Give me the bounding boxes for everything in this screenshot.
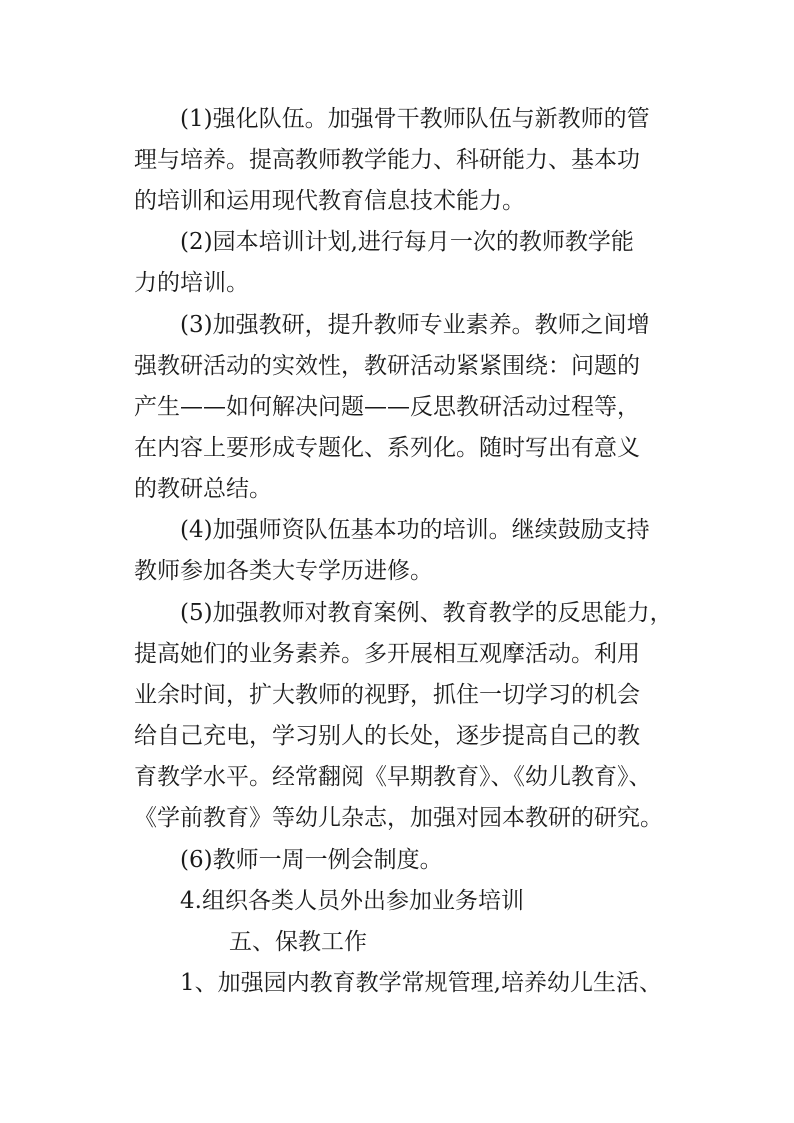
paragraph-2-line-2: 力的培训。	[134, 270, 249, 296]
paragraph-5-line-4: 给自己充电，学习别人的长处，逐步提高自己的教	[134, 723, 640, 749]
section-5-heading: 五、保教工作	[229, 929, 367, 955]
paragraph-3-line-4: 在内容上要形成专题化、系列化。随时写出有意义	[134, 435, 640, 461]
paragraph-3-line-2: 强教研活动的实效性，教研活动紧紧围绕：问题的	[134, 353, 640, 379]
paragraph-1-line-1: (1)强化队伍。加强骨干教师队伍与新教师的管	[180, 106, 650, 132]
paragraph-5-line-1: (5)加强教师对教育案例、教育教学的反思能力，	[180, 600, 673, 626]
paragraph-4-line-2: 教师参加各类大专学历进修。	[134, 558, 433, 584]
paragraph-2-line-1: (2)园本培训计划,进行每月一次的教师教学能	[180, 229, 634, 255]
paragraph-3-line-5: 的教研总结。	[134, 476, 272, 502]
paragraph-1-line-3: 的培训和运用现代教育信息技术能力。	[134, 188, 525, 214]
paragraph-3-line-1: (3)加强教研，提升教师专业素养。教师之间增	[180, 312, 650, 338]
section-5-item-1: 1、加强园内教育教学常规管理,培养幼儿生活、	[180, 970, 662, 996]
paragraph-1-line-2: 理与培养。提高教师教学能力、科研能力、基本功	[134, 147, 640, 173]
paragraph-5-line-6: 《学前教育》等幼儿杂志，加强对园本教研的研究。	[134, 805, 663, 831]
paragraph-6-line-1: (6)教师一周一例会制度。	[180, 847, 443, 873]
item-4-heading: 4.组织各类人员外出参加业务培训	[180, 888, 524, 914]
paragraph-3-line-3: 产生——如何解决问题——反思教研活动过程等，	[134, 394, 640, 420]
paragraph-5-line-2: 提高她们的业务素养。多开展相互观摩活动。利用	[134, 641, 640, 667]
paragraph-5-line-3: 业余时间，扩大教师的视野，抓住一切学习的机会	[134, 682, 640, 708]
paragraph-5-line-5: 育教学水平。经常翻阅《早期教育》、《幼儿教育》、	[134, 764, 652, 790]
paragraph-4-line-1: (4)加强师资队伍基本功的培训。继续鼓励支持	[180, 517, 650, 543]
